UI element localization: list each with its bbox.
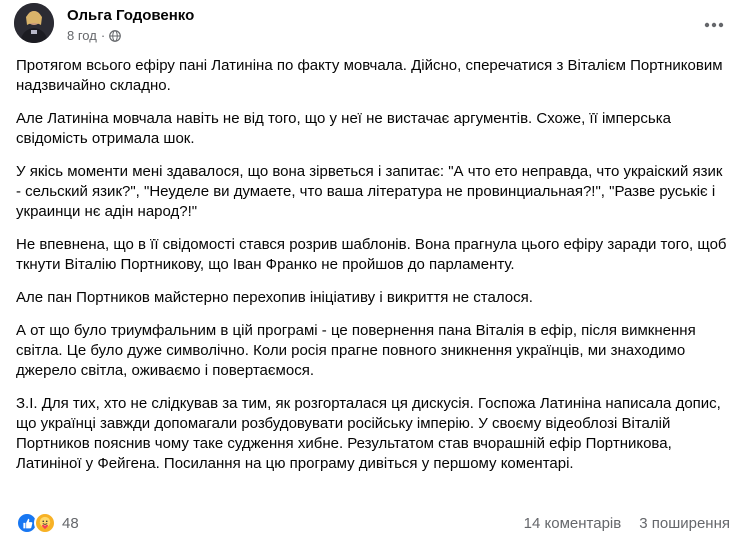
post-paragraph: А от що було триумфальним в цій програмі - це повернення пана Віталія в ефір, після вимкнення світла. Це було дуже символічно. Коли росія прагне повного зникнення українців, ми знаходимо джерело світла, оживаємо і повертаємося. [16,322,696,379]
post-header [14,3,732,49]
post-body [16,56,730,487]
post-paragraph: Але Латиніна мовчала навіть не від того, що у неї не вистачає аргументів. Схоже, її імперська свідомість отримала шок. [16,110,671,147]
post-paragraph: У якісь моменти мені здавалося, що вона зірветься і запитає: "А что ето неправда, что украіский язик - сельский язик?", "Неуделе ви думаете, что ваша література не провинциальная?!", "Разве руськіє і украинци нє адін народ?!" [16,163,723,220]
post-meta: 8 год · [67,28,121,43]
reactions-count: 48 [62,514,79,532]
post-footer [16,512,730,534]
hug-face-icon [38,516,52,530]
avatar-image [14,3,54,43]
care-reaction-icon [34,512,56,534]
post-paragraph: Не впевнена, що в її свідомості стався розрив шаблонів. Вона прагнула цього ефіру заради того, щоб ткнути Віталію Портникову, що Іван Франко не пройшов до парламенту. [16,236,727,273]
shares-count-link[interactable]: 3 поширення [639,514,730,532]
comments-count-link[interactable]: 14 коментарів [523,514,622,532]
engagement-stats [524,515,730,532]
avatar[interactable] [14,3,54,43]
globe-icon [109,30,121,42]
post-paragraph: З.І. Для тих, хто не слідкував за тим, як розгорталася ця дискусія. Госпожа Латиніна написала допис, що українці завжди допомагали розбудовувати російську імперію. У своєму відеоблозі Віталій Портников пояснив чому таке судження хибне. Результатом став вчорашній ефір Портникова, Латиніної у Фейгена. Посилання на цю програму дивіться у першому коментарі. [16,395,721,472]
thumbs-up-icon [22,518,33,529]
author-name[interactable]: Ольга Годовенко [67,7,195,24]
post-time[interactable]: 8 год [67,28,97,43]
post-paragraph: Але пан Портников майстерно перехопив ініціативу і викриття не сталося. [16,289,533,306]
post-paragraph: Протягом всього ефіру пані Латиніна по факту мовчала. Дійсно, сперечатися з Віталієм Портниковим надзвичайно складно. [16,57,723,94]
ellipsis-icon [704,22,724,28]
more-options-button[interactable] [702,13,726,37]
reactions-summary[interactable] [16,512,79,534]
